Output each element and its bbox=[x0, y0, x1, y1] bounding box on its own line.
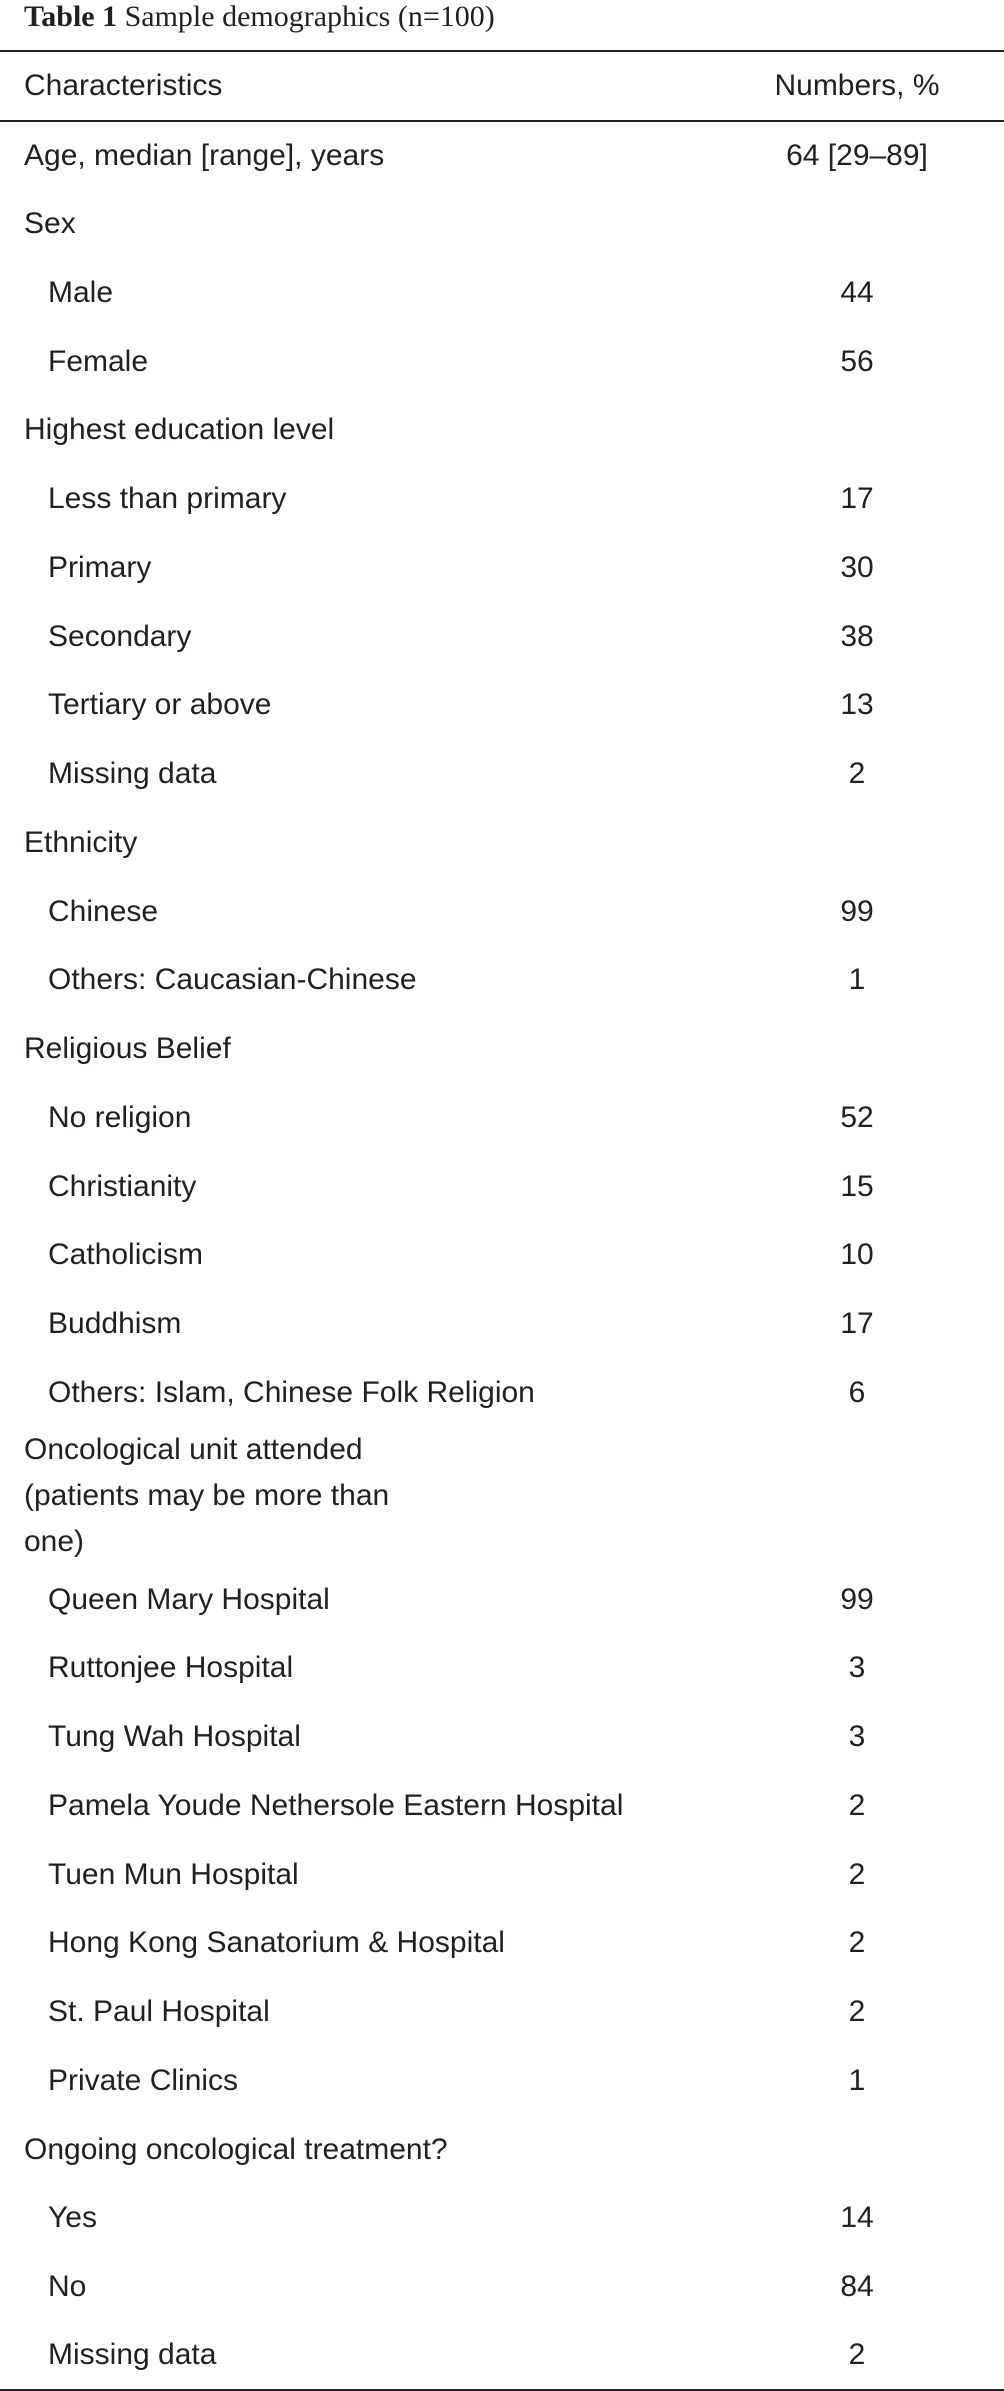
row-group-label: Religious Belief bbox=[24, 1032, 231, 1066]
row-label: Tertiary or above bbox=[48, 688, 272, 722]
table-row bbox=[0, 2253, 1004, 2322]
table-row bbox=[0, 1015, 1004, 1084]
header-numbers: Numbers, % bbox=[710, 51, 1004, 121]
row-group-label: Oncological unit attended (patients may be more than one) bbox=[24, 1433, 390, 1559]
row-value: 64 [29–89] bbox=[786, 138, 928, 172]
table-row bbox=[0, 121, 1004, 190]
row-label: Others: Islam, Chinese Folk Religion bbox=[48, 1375, 535, 1409]
table-caption-label: Table 1 bbox=[24, 0, 118, 33]
table-row bbox=[0, 327, 1004, 396]
row-label: Less than primary bbox=[48, 482, 287, 516]
row-label: Tuen Mun Hospital bbox=[48, 1857, 299, 1891]
table-row bbox=[0, 740, 1004, 809]
row-value: 99 bbox=[840, 1582, 874, 1616]
row-value bbox=[710, 2115, 1004, 2184]
row-label: No bbox=[48, 2270, 87, 2304]
row-value: 1 bbox=[848, 963, 866, 997]
demographics-table bbox=[0, 50, 1004, 2391]
row-value: 1 bbox=[848, 2063, 866, 2097]
header-characteristics: Characteristics bbox=[0, 51, 710, 121]
row-group-label: Ethnicity bbox=[24, 825, 138, 859]
table-row bbox=[0, 1978, 1004, 2047]
row-value: 2 bbox=[710, 2322, 1004, 2391]
row-label: St. Paul Hospital bbox=[48, 1995, 270, 2029]
table-row bbox=[0, 465, 1004, 534]
row-value: 15 bbox=[840, 1169, 874, 1203]
row-group-label: Sex bbox=[24, 207, 76, 241]
table-row bbox=[0, 1359, 1004, 1428]
row-value: 2 bbox=[848, 1926, 866, 1960]
table-row bbox=[0, 877, 1004, 946]
row-label: Chinese bbox=[48, 894, 159, 928]
table-row bbox=[0, 2047, 1004, 2116]
table-row bbox=[0, 1772, 1004, 1841]
table-row bbox=[0, 2322, 1004, 2391]
table-row bbox=[0, 1840, 1004, 1909]
table-caption bbox=[24, 0, 495, 34]
table-row bbox=[0, 809, 1004, 878]
table-row bbox=[0, 602, 1004, 671]
row-label: Age, median [range], years bbox=[24, 138, 385, 172]
row-value: 6 bbox=[848, 1375, 866, 1409]
row-label: Yes bbox=[48, 2201, 97, 2235]
table-row bbox=[0, 534, 1004, 603]
table-row bbox=[0, 1565, 1004, 1634]
row-label: Ruttonjee Hospital bbox=[48, 1651, 294, 1685]
row-value: 44 bbox=[840, 275, 874, 309]
row-value: 17 bbox=[840, 1307, 874, 1341]
row-value: 84 bbox=[840, 2270, 874, 2304]
row-value: 13 bbox=[840, 688, 874, 722]
row-label: Missing data bbox=[48, 757, 217, 791]
row-value: 99 bbox=[840, 894, 874, 928]
row-value: 10 bbox=[840, 1238, 874, 1272]
row-value bbox=[710, 1015, 1004, 1084]
table-row bbox=[0, 1084, 1004, 1153]
row-label: Primary bbox=[48, 550, 152, 584]
table-row bbox=[0, 1290, 1004, 1359]
row-label: Hong Kong Sanatorium & Hospital bbox=[48, 1926, 505, 1960]
row-label: No religion bbox=[48, 1100, 192, 1134]
row-value: 14 bbox=[840, 2201, 874, 2235]
table-row bbox=[0, 1703, 1004, 1772]
table-caption-title: Sample demographics (n=100) bbox=[124, 0, 495, 33]
row-label: Missing data bbox=[0, 2322, 710, 2391]
table-row bbox=[0, 259, 1004, 328]
table-row bbox=[0, 671, 1004, 740]
row-value: 38 bbox=[840, 619, 874, 653]
row-label: Christianity bbox=[48, 1169, 197, 1203]
row-value: 2 bbox=[848, 757, 866, 791]
table-row bbox=[0, 1634, 1004, 1703]
row-label: Tung Wah Hospital bbox=[48, 1720, 301, 1754]
row-value bbox=[710, 1427, 1004, 1565]
table-row bbox=[0, 190, 1004, 259]
row-label: Buddhism bbox=[48, 1307, 182, 1341]
row-value: 3 bbox=[848, 1651, 866, 1685]
row-value: 56 bbox=[840, 344, 874, 378]
row-label: Female bbox=[48, 344, 149, 378]
row-label: Pamela Youde Nethersole Eastern Hospital bbox=[48, 1788, 624, 1822]
row-value: 2 bbox=[848, 1995, 866, 2029]
row-label: Queen Mary Hospital bbox=[48, 1582, 330, 1616]
table-row bbox=[0, 946, 1004, 1015]
row-label: Private Clinics bbox=[48, 2063, 239, 2097]
table-row bbox=[0, 1152, 1004, 1221]
row-group-label: Ongoing oncological treatment? bbox=[24, 2132, 448, 2166]
row-label: Others: Caucasian-Chinese bbox=[48, 963, 417, 997]
row-label: Secondary bbox=[48, 619, 192, 653]
table-row bbox=[0, 396, 1004, 465]
row-value bbox=[710, 190, 1004, 259]
row-value bbox=[710, 809, 1004, 878]
table-row bbox=[0, 1221, 1004, 1290]
table-header-row bbox=[0, 51, 1004, 121]
row-value: 2 bbox=[848, 1788, 866, 1822]
row-value: 52 bbox=[840, 1100, 874, 1134]
row-label: Male bbox=[48, 275, 114, 309]
table-row bbox=[0, 1427, 1004, 1565]
row-value: 17 bbox=[840, 482, 874, 516]
row-value: 3 bbox=[848, 1720, 866, 1754]
row-group-label: Highest education level bbox=[24, 413, 335, 447]
row-value bbox=[710, 396, 1004, 465]
table-row bbox=[0, 2184, 1004, 2253]
row-value: 30 bbox=[840, 550, 874, 584]
row-value: 2 bbox=[848, 1857, 866, 1891]
table-row bbox=[0, 1909, 1004, 1978]
table-row bbox=[0, 2115, 1004, 2184]
row-label: Catholicism bbox=[48, 1238, 204, 1272]
